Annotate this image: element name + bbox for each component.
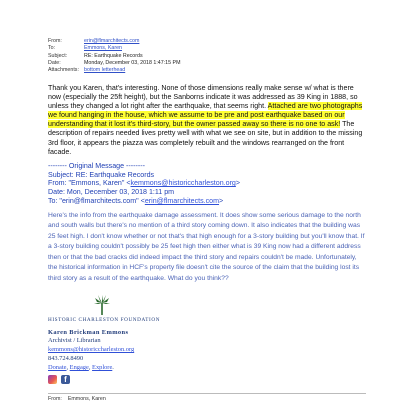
header-row-from <box>48 38 180 45</box>
next-message-header <box>48 393 366 402</box>
header-label: From: <box>48 38 62 44</box>
header-label: Subject: <box>48 52 68 59</box>
email-body <box>48 84 366 384</box>
signer-phone: 843.724.8490 <box>48 355 84 363</box>
quoted-reply-text: Here's the info from the earthquake damage assessment. It does show some serious damage to the north and south walls but there's no mention of a third story coming down. It also indicates that the building was 25 feet high. I don't know whether or not that's that high enough for a 3-story building but you'll know that. If a 3-story building couldn't possibly be 25 feet high then either what is 39 King now had a different address then or that the bad cracks did indeed impact the third story and repairs couldn't be made. Unfortunately, the historical information in HCF's property file doesn't cite the source of the claim that the building lost its third story as a result of the earthquake. What do you think?? <box>48 211 365 282</box>
attachment-link[interactable]: bottom letterhead <box>84 67 126 74</box>
signer-name: Karen Brickman Emmons <box>48 329 129 337</box>
signature-links: Donate, Engage, Explore. <box>48 364 114 372</box>
footer-label: From: <box>48 396 62 402</box>
header-label: To: <box>48 45 56 52</box>
header-row-subject <box>48 53 180 60</box>
header-label: Date: <box>48 59 61 66</box>
donate-link[interactable]: Donate <box>48 364 67 372</box>
header-row-to <box>48 45 180 52</box>
footer-value: Emmons, Karen <box>67 396 106 402</box>
to-address[interactable]: Emmons, Karen <box>84 45 122 52</box>
signer-title: Archivist / Librarian <box>48 337 101 345</box>
message-text: The description of repairs needed lives pretty well with what we see on site, but in addition to the missing 3rd floor, it appears the piazza was completely rebuilt and the windows rearranged on the front facade. <box>48 120 363 156</box>
original-to-email[interactable]: erin@flmarchitects.com <box>144 196 220 205</box>
palmetto-logo-icon <box>94 295 110 315</box>
original-from: From: "Emmons, Karen" <kemmons@historiccharleston.org> <box>48 179 241 188</box>
original-divider: -------- Original Message -------- <box>48 161 145 170</box>
original-to: To: "erin@flmarchitects.com" <erin@flmarchitects.com> <box>48 196 224 205</box>
organization-name: HISTORIC CHARLESTON FOUNDATION <box>48 317 161 324</box>
date-value: Monday, December 03, 2018 1:47:15 PM <box>84 59 181 66</box>
explore-link[interactable]: Explore <box>92 364 113 372</box>
message-text: Thank you Karen, that's interesting. None of those dimensions really make sense w/ what is there now (especially the 25ft height), but the Sanborns indicate it was addressed as 39 King in 1888, so unless they changed a lot right after the earthquake, that seems right. <box>48 84 358 111</box>
social-icons <box>48 375 366 384</box>
from-address[interactable]: erin@flmarchitects.com <box>84 38 140 44</box>
engage-link[interactable]: Engage <box>69 364 89 372</box>
instagram-icon[interactable] <box>48 375 57 384</box>
email-header <box>48 38 180 74</box>
header-row-date <box>48 60 180 67</box>
original-message-header <box>48 162 366 206</box>
original-from-email[interactable]: kemmons@historiccharleston.org <box>130 179 236 188</box>
subject-value: RE: Earthquake Records <box>84 52 143 59</box>
original-date: Date: Mon, December 03, 2018 1:11 pm <box>48 188 175 197</box>
highlighted-text: Attached are two photographs we found hanging in the house, which we assume to be pre and post earthquake based on our understanding that it lost it's third-story, but the owner passed away so there is no one to ask! <box>48 102 363 129</box>
signature-block <box>48 295 366 384</box>
signer-email-link[interactable]: kemmons@historiccharleston.org <box>48 346 135 354</box>
facebook-icon[interactable]: f <box>61 375 70 384</box>
header-label: Attachments: <box>48 67 79 74</box>
original-subject: Subject: RE: Earthquake Records <box>48 170 155 179</box>
header-row-attachments <box>48 67 180 74</box>
message-paragraph <box>48 84 366 157</box>
